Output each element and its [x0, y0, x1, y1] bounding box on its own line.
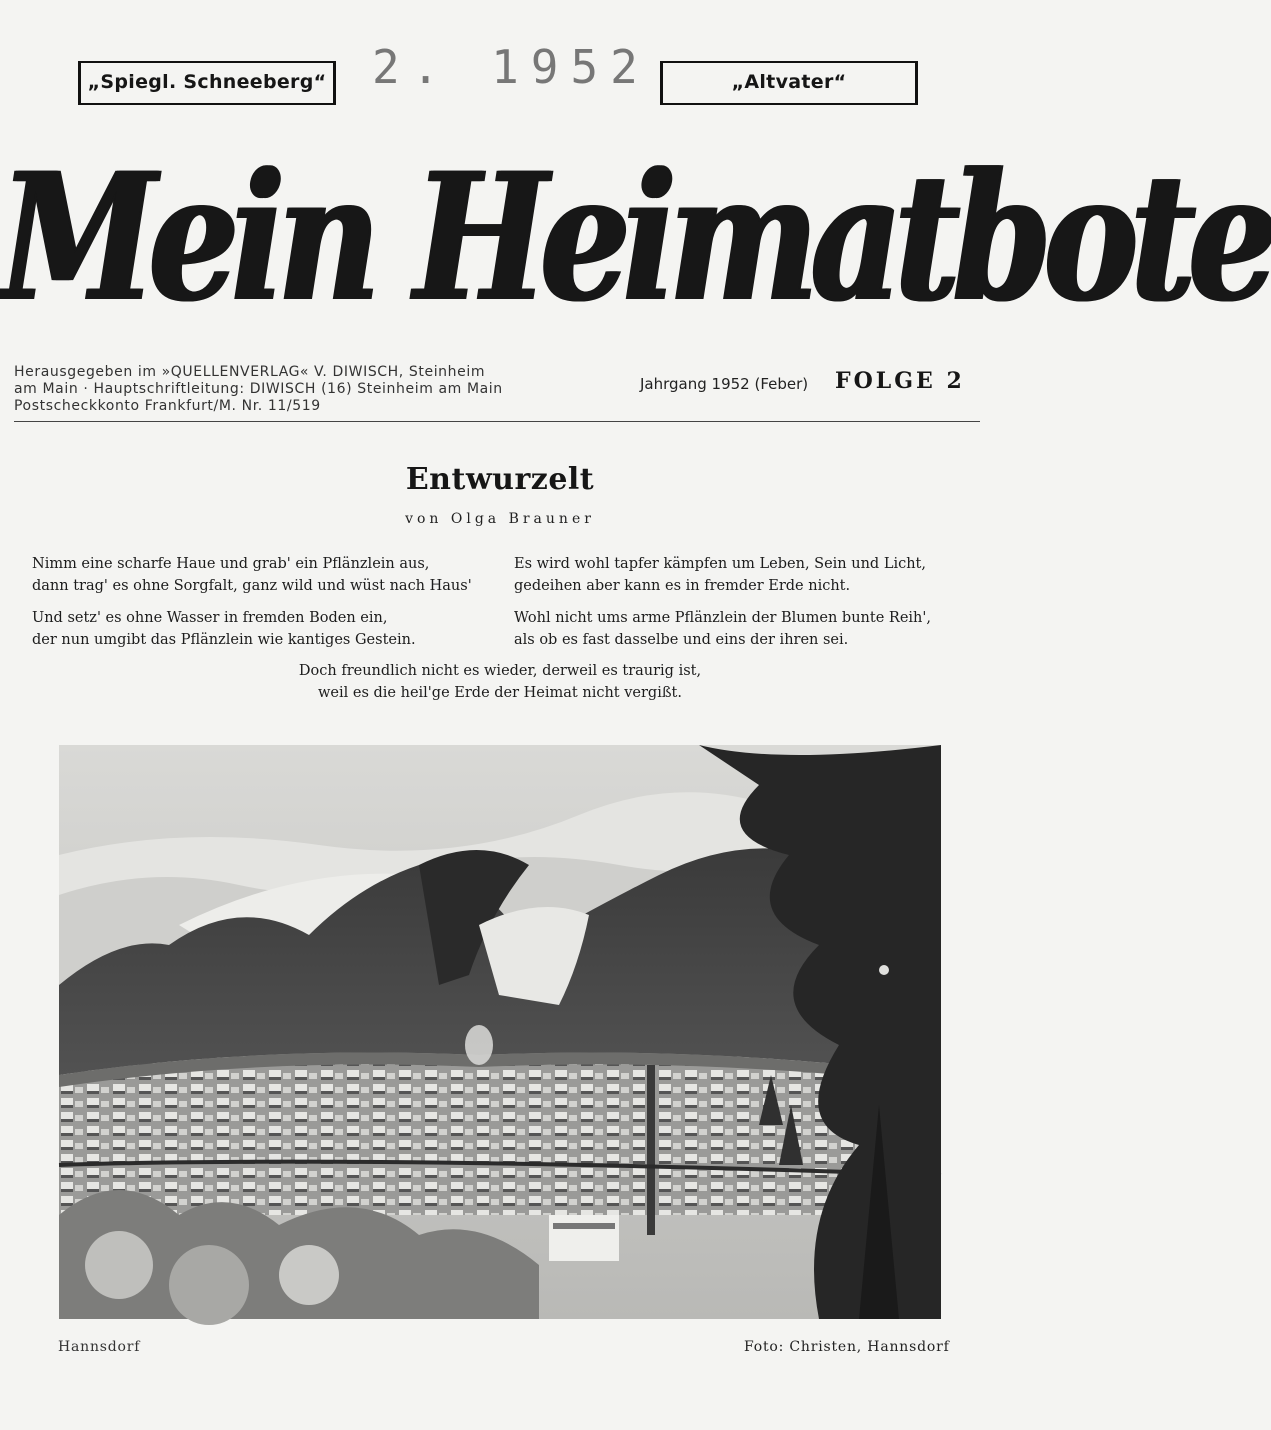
imprint	[14, 364, 614, 415]
imprint-line-2: am Main · Hauptschriftleitung: DIWISCH (16) Steinheim am Main	[14, 381, 503, 397]
masthead-title: Mein Heimatbote	[0, 134, 1271, 341]
issue-number: FOLGE 2	[835, 368, 965, 394]
poem-line: Und setz' es ohne Wasser in fremden Boden ein,	[32, 610, 388, 626]
header-box-left: „Spiegl. Schneeberg“	[78, 61, 336, 105]
poem-title: Entwurzelt	[405, 462, 595, 497]
poem-stanza	[514, 607, 931, 651]
header-divider	[14, 421, 980, 422]
poem-line: Wohl nicht ums arme Pflänzlein der Blumen bunte Reih',	[514, 610, 931, 626]
poem-stanza	[514, 553, 926, 597]
photo-caption: Hannsdorf	[58, 1339, 141, 1355]
imprint-line-3: Postscheckkonto Frankfurt/M. Nr. 11/519	[14, 398, 321, 414]
poem-line: Nimm eine scharfe Haue und grab' ein Pflänzlein aus,	[32, 556, 430, 572]
landscape-photo-illustration	[59, 745, 941, 1319]
poem-line: dann trag' es ohne Sorgfalt, ganz wild und wüst nach Haus'	[32, 578, 472, 594]
poem-line: Doch freundlich nicht es wieder, derweil es traurig ist,	[298, 663, 702, 679]
poem-line: weil es die heil'ge Erde der Heimat nicht vergißt.	[318, 685, 682, 701]
masthead	[0, 118, 1271, 358]
poem-stanza	[32, 553, 472, 597]
poem-stanza	[32, 607, 416, 651]
poem-line: als ob es fast dasselbe und eins der ihren sei.	[514, 632, 849, 648]
header-box-right: „Altvater“	[660, 61, 918, 105]
issue-year: Jahrgang 1952 (Feber)	[640, 375, 809, 393]
date-stamp: 2. 1952	[372, 40, 650, 94]
poem-stanza	[0, 660, 1000, 704]
poem-line: Es wird wohl tapfer kämpfen um Leben, Sein und Licht,	[514, 556, 926, 572]
poem-line: der nun umgibt das Pflänzlein wie kantiges Gestein.	[32, 632, 416, 648]
poem-author: von Olga Brauner	[405, 511, 595, 527]
imprint-line-1: Herausgegeben im »QUELLENVERLAG« V. DIWISCH, Steinheim	[14, 364, 486, 380]
landscape-photo	[59, 745, 941, 1319]
photo-credit: Foto: Christen, Hannsdorf	[744, 1339, 950, 1355]
poem-line: gedeihen aber kann es in fremder Erde nicht.	[514, 578, 851, 594]
